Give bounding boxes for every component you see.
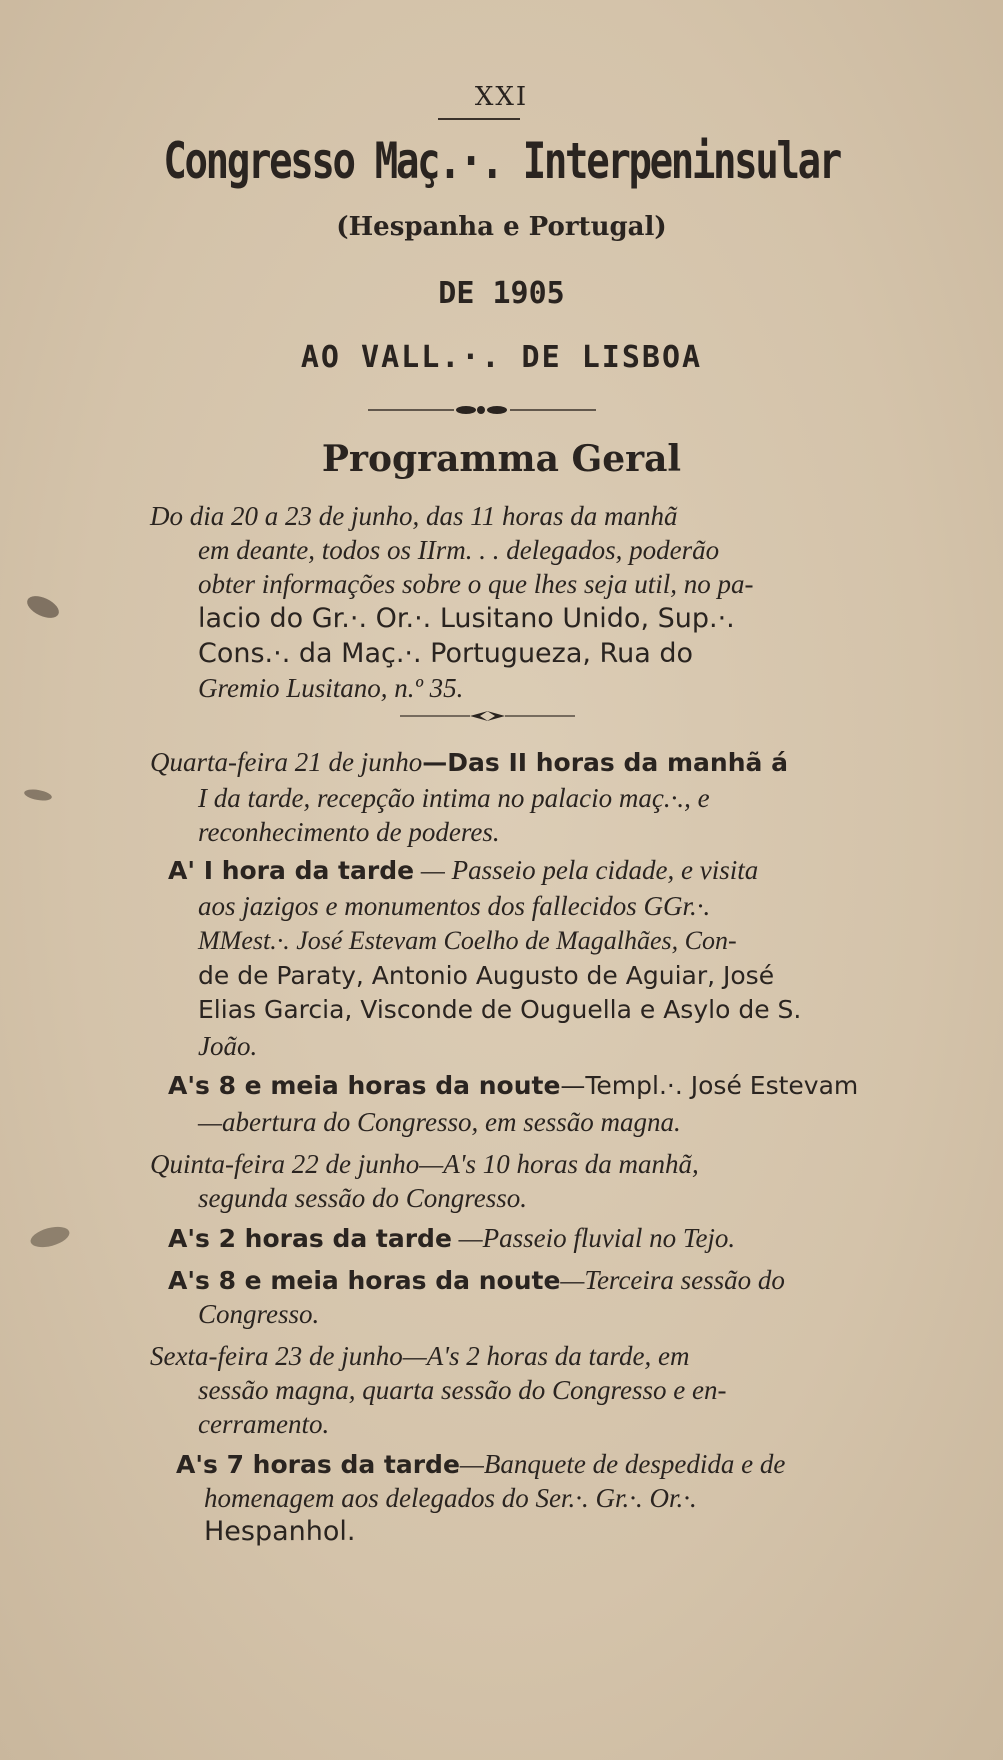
program-line: obter informações sobre o que lhes seja util, no pa-	[198, 569, 754, 599]
program-line: A's 7 horas da tarde—Banquete de despedida e de	[176, 1449, 786, 1479]
program-line: Sexta-feira 23 de junho—A's 2 horas da tarde, em	[150, 1341, 690, 1371]
place-line: AO VALL.·. DE LISBOA	[300, 340, 703, 375]
year-line: DE 1905	[438, 276, 565, 311]
program-line: sessão magna, quarta sessão do Congresso e en-	[198, 1375, 727, 1405]
program-line: lacio do Gr.·. Or.·. Lusitano Unido, Sup.·.	[198, 603, 735, 634]
program-line: Elias Garcia, Visconde de Ouguella e Asylo de S.	[198, 995, 802, 1024]
program-line: A's 8 e meia horas da noute—Templ.·. José Estevam	[168, 1071, 859, 1100]
program-line: reconhecimento de poderes.	[198, 817, 500, 847]
program-line: homenagem aos delegados do Ser.·. Gr.·. Or.·.	[204, 1483, 697, 1513]
margin-stain	[24, 592, 62, 623]
program-line: cerramento.	[198, 1409, 330, 1439]
page-number: XXI	[474, 82, 529, 112]
document-subtitle: (Hespanha e Portugal)	[336, 212, 667, 242]
program-line: Quinta-feira 22 de junho—A's 10 horas da manhã,	[150, 1149, 699, 1179]
program-line: segunda sessão do Congresso.	[198, 1183, 528, 1213]
program-line: aos jazigos e monumentos dos fallecidos GGr.·.	[198, 891, 711, 921]
program-line: A' I hora da tarde — Passeio pela cidade, e visita	[168, 855, 759, 885]
program-line: Quarta-feira 21 de junho—Das II horas da manhã á	[150, 747, 788, 777]
program-line: MMest.·. José Estevam Coelho de Magalhães, Con-	[198, 926, 737, 955]
page-number-rule	[438, 118, 520, 120]
program-line: Hespanhol.	[204, 1516, 356, 1547]
program-line: Gremio Lusitano, n.º 35.	[198, 673, 464, 703]
program-line: Congresso.	[198, 1299, 320, 1329]
margin-stain	[28, 1223, 71, 1251]
section-title: Programma Geral	[321, 438, 682, 480]
program-line: Cons.·. da Maç.·. Portugueza, Rua do	[198, 638, 693, 669]
document-title: Congresso Maç.·. Interpeninsular	[163, 132, 840, 190]
small-ornament-divider	[400, 708, 575, 724]
program-line: —abertura do Congresso, em sessão magna.	[198, 1107, 681, 1137]
program-line: de de Paraty, Antonio Augusto de Aguiar, José	[198, 961, 775, 990]
program-line: em deante, todos os IIrm. . . delegados, poderão	[198, 535, 720, 565]
program-line: A's 8 e meia horas da noute—Terceira sessão do	[168, 1265, 785, 1295]
ornamental-divider	[368, 402, 596, 418]
program-line: Do dia 20 a 23 de junho, das 11 horas da manhã	[150, 501, 678, 531]
program-line: João.	[198, 1031, 258, 1061]
margin-stain	[23, 788, 52, 803]
program-line: I da tarde, recepção intima no palacio maç.·., e	[198, 783, 710, 813]
program-line: A's 2 horas da tarde —Passeio fluvial no Tejo.	[168, 1223, 736, 1253]
